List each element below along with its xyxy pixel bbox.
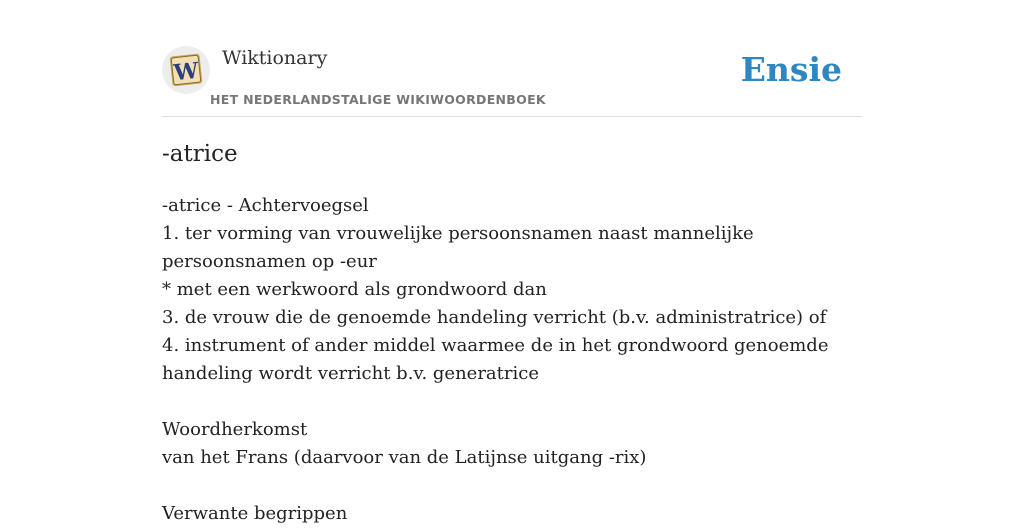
definition-line: Woordherkomst bbox=[162, 419, 308, 440]
entry-definition bbox=[162, 192, 862, 528]
definition-line: -atrice - Achtervoegsel bbox=[162, 195, 369, 216]
site-tagline: HET NEDERLANDSTALIGE WIKIWOORDENBOEK bbox=[210, 92, 546, 107]
site-name[interactable]: Wiktionary bbox=[222, 47, 328, 69]
site-header bbox=[162, 46, 862, 117]
wiktionary-logo-icon[interactable] bbox=[162, 46, 210, 94]
logo-letter: W bbox=[172, 57, 200, 87]
definition-line: 3. de vrouw die de genoemde handeling verricht (b.v. administratrice) of bbox=[162, 307, 827, 328]
entry-title: -atrice bbox=[162, 141, 238, 167]
blank-line bbox=[162, 388, 862, 416]
definition-line: Verwante begrippen bbox=[162, 503, 348, 524]
definition-line: van het Frans (daarvoor van de Latijnse uitgang -rix) bbox=[162, 447, 647, 468]
logo-tile-graphic bbox=[162, 46, 210, 94]
definition-line: 4. instrument of ander middel waarmee de in het grondwoord genoemde handeling wordt verricht b.v. generatrice bbox=[162, 335, 829, 384]
blank-line bbox=[162, 472, 862, 500]
ensie-brand-link[interactable]: Ensie bbox=[740, 50, 842, 89]
definition-line: * met een werkwoord als grondwoord dan bbox=[162, 279, 547, 300]
definition-line: 1. ter vorming van vrouwelijke persoonsnamen naast mannelijke persoonsnamen op -eur bbox=[162, 223, 754, 272]
